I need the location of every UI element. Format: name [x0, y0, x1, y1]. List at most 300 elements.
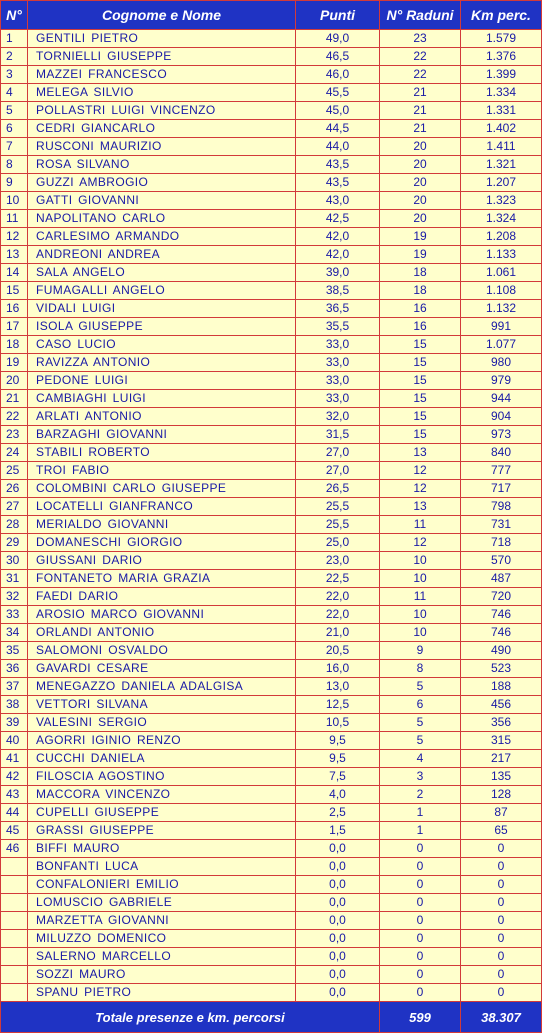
cell-name: ANDREONI ANDREA [28, 246, 296, 264]
table-row [1, 714, 542, 732]
cell-name: CARLESIMO ARMANDO [28, 228, 296, 246]
cell-rallies: 10 [380, 552, 461, 570]
cell-points: 0,0 [296, 894, 380, 912]
cell-rallies: 16 [380, 300, 461, 318]
cell-num [1, 984, 28, 1002]
cell-rallies: 15 [380, 390, 461, 408]
cell-num: 7 [1, 138, 28, 156]
cell-num [1, 876, 28, 894]
cell-name: BIFFI MAURO [28, 840, 296, 858]
cell-points: 1,5 [296, 822, 380, 840]
cell-rallies: 10 [380, 624, 461, 642]
cell-km: 356 [461, 714, 542, 732]
table-row [1, 516, 542, 534]
cell-num: 33 [1, 606, 28, 624]
cell-num: 14 [1, 264, 28, 282]
cell-rallies: 11 [380, 516, 461, 534]
cell-points: 9,5 [296, 750, 380, 768]
cell-km: 188 [461, 678, 542, 696]
cell-km: 315 [461, 732, 542, 750]
cell-km: 1.324 [461, 210, 542, 228]
cell-km: 128 [461, 786, 542, 804]
cell-points: 46,5 [296, 48, 380, 66]
cell-num: 6 [1, 120, 28, 138]
cell-num: 11 [1, 210, 28, 228]
header-rallies: N° Raduni [380, 1, 461, 30]
cell-km: 777 [461, 462, 542, 480]
cell-points: 4,0 [296, 786, 380, 804]
cell-name: SALERNO MARCELLO [28, 948, 296, 966]
cell-km: 1.061 [461, 264, 542, 282]
cell-km: 1.133 [461, 246, 542, 264]
table-row [1, 588, 542, 606]
table-row [1, 282, 542, 300]
cell-name: GRASSI GIUSEPPE [28, 822, 296, 840]
cell-name: RUSCONI MAURIZIO [28, 138, 296, 156]
cell-points: 38,5 [296, 282, 380, 300]
cell-km: 973 [461, 426, 542, 444]
cell-km: 1.399 [461, 66, 542, 84]
table-row [1, 696, 542, 714]
cell-name: FONTANETO MARIA GRAZIA [28, 570, 296, 588]
cell-rallies: 20 [380, 210, 461, 228]
table-row [1, 894, 542, 912]
cell-points: 0,0 [296, 966, 380, 984]
table-row [1, 30, 542, 48]
cell-num: 25 [1, 462, 28, 480]
cell-km: 0 [461, 930, 542, 948]
cell-num: 39 [1, 714, 28, 732]
table-row [1, 300, 542, 318]
table-row [1, 984, 542, 1002]
cell-num: 22 [1, 408, 28, 426]
table-row [1, 786, 542, 804]
table-row [1, 246, 542, 264]
cell-num: 21 [1, 390, 28, 408]
cell-points: 0,0 [296, 858, 380, 876]
cell-name: LOMUSCIO GABRIELE [28, 894, 296, 912]
cell-rallies: 0 [380, 912, 461, 930]
cell-km: 1.411 [461, 138, 542, 156]
cell-rallies: 15 [380, 354, 461, 372]
cell-km: 0 [461, 912, 542, 930]
table-row [1, 552, 542, 570]
table-row [1, 498, 542, 516]
cell-points: 0,0 [296, 930, 380, 948]
cell-num: 36 [1, 660, 28, 678]
cell-rallies: 1 [380, 804, 461, 822]
cell-num: 8 [1, 156, 28, 174]
cell-name: CONFALONIERI EMILIO [28, 876, 296, 894]
cell-rallies: 18 [380, 282, 461, 300]
table-row [1, 624, 542, 642]
table-row [1, 534, 542, 552]
table-row [1, 264, 542, 282]
cell-name: ISOLA GIUSEPPE [28, 318, 296, 336]
table-row [1, 48, 542, 66]
cell-num: 35 [1, 642, 28, 660]
table-row [1, 750, 542, 768]
cell-points: 44,0 [296, 138, 380, 156]
table-row [1, 174, 542, 192]
cell-name: MERIALDO GIOVANNI [28, 516, 296, 534]
cell-rallies: 6 [380, 696, 461, 714]
cell-num: 42 [1, 768, 28, 786]
cell-name: MACCORA VINCENZO [28, 786, 296, 804]
cell-name: NAPOLITANO CARLO [28, 210, 296, 228]
cell-points: 42,0 [296, 246, 380, 264]
cell-name: MELEGA SILVIO [28, 84, 296, 102]
cell-rallies: 9 [380, 642, 461, 660]
cell-num [1, 912, 28, 930]
table-row [1, 318, 542, 336]
cell-num: 19 [1, 354, 28, 372]
cell-km: 840 [461, 444, 542, 462]
cell-points: 42,5 [296, 210, 380, 228]
cell-points: 2,5 [296, 804, 380, 822]
table-row [1, 570, 542, 588]
cell-km: 87 [461, 804, 542, 822]
cell-points: 39,0 [296, 264, 380, 282]
cell-points: 27,0 [296, 444, 380, 462]
cell-points: 22,5 [296, 570, 380, 588]
cell-num [1, 930, 28, 948]
cell-name: SPANU PIETRO [28, 984, 296, 1002]
cell-points: 7,5 [296, 768, 380, 786]
cell-num: 3 [1, 66, 28, 84]
cell-rallies: 11 [380, 588, 461, 606]
cell-name: FILOSCIA AGOSTINO [28, 768, 296, 786]
table-row [1, 858, 542, 876]
cell-rallies: 0 [380, 840, 461, 858]
cell-num: 29 [1, 534, 28, 552]
cell-name: TORNIELLI GIUSEPPE [28, 48, 296, 66]
table-row [1, 444, 542, 462]
cell-points: 25,5 [296, 516, 380, 534]
cell-points: 42,0 [296, 228, 380, 246]
cell-name: VIDALI LUIGI [28, 300, 296, 318]
cell-points: 21,0 [296, 624, 380, 642]
cell-km: 0 [461, 984, 542, 1002]
table-row [1, 732, 542, 750]
cell-name: POLLASTRI LUIGI VINCENZO [28, 102, 296, 120]
cell-km: 720 [461, 588, 542, 606]
cell-name: MARZETTA GIOVANNI [28, 912, 296, 930]
cell-num: 46 [1, 840, 28, 858]
cell-num: 13 [1, 246, 28, 264]
cell-points: 31,5 [296, 426, 380, 444]
cell-km: 1.207 [461, 174, 542, 192]
cell-name: VALESINI SERGIO [28, 714, 296, 732]
cell-points: 25,0 [296, 534, 380, 552]
cell-num: 38 [1, 696, 28, 714]
cell-km: 490 [461, 642, 542, 660]
cell-rallies: 5 [380, 714, 461, 732]
cell-rallies: 15 [380, 372, 461, 390]
cell-num: 17 [1, 318, 28, 336]
cell-points: 16,0 [296, 660, 380, 678]
cell-num: 15 [1, 282, 28, 300]
cell-km: 746 [461, 624, 542, 642]
cell-points: 13,0 [296, 678, 380, 696]
cell-rallies: 19 [380, 246, 461, 264]
table-row [1, 210, 542, 228]
cell-rallies: 4 [380, 750, 461, 768]
cell-points: 10,5 [296, 714, 380, 732]
cell-name: GUZZI AMBROGIO [28, 174, 296, 192]
cell-km: 718 [461, 534, 542, 552]
cell-name: SOZZI MAURO [28, 966, 296, 984]
cell-km: 1.334 [461, 84, 542, 102]
cell-name: AROSIO MARCO GIOVANNI [28, 606, 296, 624]
cell-km: 1.331 [461, 102, 542, 120]
cell-num: 26 [1, 480, 28, 498]
table-row [1, 606, 542, 624]
table-row [1, 390, 542, 408]
header-points: Punti [296, 1, 380, 30]
cell-points: 22,0 [296, 606, 380, 624]
cell-points: 0,0 [296, 912, 380, 930]
cell-name: MENEGAZZO DANIELA ADALGISA [28, 678, 296, 696]
table-row [1, 480, 542, 498]
cell-rallies: 15 [380, 426, 461, 444]
cell-points: 36,5 [296, 300, 380, 318]
cell-name: COLOMBINI CARLO GIUSEPPE [28, 480, 296, 498]
cell-km: 980 [461, 354, 542, 372]
cell-name: STABILI ROBERTO [28, 444, 296, 462]
table-row [1, 678, 542, 696]
cell-points: 43,5 [296, 174, 380, 192]
cell-points: 43,0 [296, 192, 380, 210]
cell-num: 28 [1, 516, 28, 534]
cell-km: 217 [461, 750, 542, 768]
cell-name: FUMAGALLI ANGELO [28, 282, 296, 300]
cell-points: 33,0 [296, 354, 380, 372]
cell-points: 32,0 [296, 408, 380, 426]
cell-km: 1.579 [461, 30, 542, 48]
cell-rallies: 20 [380, 174, 461, 192]
cell-num [1, 948, 28, 966]
cell-points: 25,5 [296, 498, 380, 516]
cell-rallies: 20 [380, 156, 461, 174]
cell-name: VETTORI SILVANA [28, 696, 296, 714]
table-row [1, 804, 542, 822]
cell-num: 34 [1, 624, 28, 642]
cell-points: 0,0 [296, 876, 380, 894]
cell-points: 0,0 [296, 948, 380, 966]
cell-rallies: 20 [380, 138, 461, 156]
cell-name: PEDONE LUIGI [28, 372, 296, 390]
cell-km: 0 [461, 876, 542, 894]
cell-num: 37 [1, 678, 28, 696]
cell-points: 20,5 [296, 642, 380, 660]
cell-rallies: 19 [380, 228, 461, 246]
cell-km: 944 [461, 390, 542, 408]
cell-points: 26,5 [296, 480, 380, 498]
total-row [1, 1002, 542, 1033]
cell-name: AGORRI IGINIO RENZO [28, 732, 296, 750]
cell-num: 24 [1, 444, 28, 462]
table-row [1, 930, 542, 948]
total-km: 38.307 [461, 1002, 542, 1033]
cell-km: 0 [461, 858, 542, 876]
table-row [1, 156, 542, 174]
cell-rallies: 0 [380, 858, 461, 876]
cell-name: GAVARDI CESARE [28, 660, 296, 678]
cell-num [1, 858, 28, 876]
cell-points: 35,5 [296, 318, 380, 336]
cell-km: 523 [461, 660, 542, 678]
table-row [1, 228, 542, 246]
table-row [1, 102, 542, 120]
cell-km: 0 [461, 948, 542, 966]
cell-name: CUPELLI GIUSEPPE [28, 804, 296, 822]
cell-rallies: 12 [380, 534, 461, 552]
cell-name: GENTILI PIETRO [28, 30, 296, 48]
cell-rallies: 0 [380, 930, 461, 948]
cell-rallies: 21 [380, 84, 461, 102]
table-row [1, 768, 542, 786]
cell-num: 23 [1, 426, 28, 444]
header-num: N° [1, 1, 28, 30]
cell-rallies: 22 [380, 66, 461, 84]
table-footer [1, 1002, 542, 1033]
cell-num: 27 [1, 498, 28, 516]
cell-num: 40 [1, 732, 28, 750]
table-row [1, 462, 542, 480]
cell-num: 5 [1, 102, 28, 120]
cell-km: 979 [461, 372, 542, 390]
cell-points: 46,0 [296, 66, 380, 84]
table-row [1, 912, 542, 930]
cell-rallies: 18 [380, 264, 461, 282]
cell-km: 135 [461, 768, 542, 786]
table-row [1, 822, 542, 840]
cell-km: 1.132 [461, 300, 542, 318]
table-row [1, 192, 542, 210]
cell-rallies: 0 [380, 894, 461, 912]
cell-num: 44 [1, 804, 28, 822]
cell-num: 16 [1, 300, 28, 318]
cell-num: 43 [1, 786, 28, 804]
table-row [1, 84, 542, 102]
cell-km: 746 [461, 606, 542, 624]
cell-num: 30 [1, 552, 28, 570]
cell-name: GATTI GIOVANNI [28, 192, 296, 210]
cell-km: 1.208 [461, 228, 542, 246]
cell-rallies: 0 [380, 876, 461, 894]
cell-km: 0 [461, 966, 542, 984]
table-row [1, 840, 542, 858]
cell-name: ROSA SILVANO [28, 156, 296, 174]
header-km: Km perc. [461, 1, 542, 30]
header-name: Cognome e Nome [28, 1, 296, 30]
table-row [1, 66, 542, 84]
cell-rallies: 10 [380, 570, 461, 588]
cell-name: FAEDI DARIO [28, 588, 296, 606]
cell-num: 18 [1, 336, 28, 354]
cell-km: 1.077 [461, 336, 542, 354]
cell-points: 0,0 [296, 840, 380, 858]
cell-rallies: 12 [380, 480, 461, 498]
cell-rallies: 5 [380, 732, 461, 750]
cell-name: CAMBIAGHI LUIGI [28, 390, 296, 408]
cell-num: 45 [1, 822, 28, 840]
cell-num: 12 [1, 228, 28, 246]
cell-km: 0 [461, 894, 542, 912]
cell-km: 798 [461, 498, 542, 516]
total-label: Totale presenze e km. percorsi [1, 1002, 380, 1033]
cell-name: BONFANTI LUCA [28, 858, 296, 876]
cell-points: 23,0 [296, 552, 380, 570]
cell-num: 32 [1, 588, 28, 606]
cell-rallies: 15 [380, 408, 461, 426]
cell-points: 45,0 [296, 102, 380, 120]
cell-rallies: 13 [380, 444, 461, 462]
cell-rallies: 10 [380, 606, 461, 624]
cell-rallies: 13 [380, 498, 461, 516]
cell-points: 43,5 [296, 156, 380, 174]
table-body [1, 30, 542, 1002]
cell-points: 0,0 [296, 984, 380, 1002]
cell-name: SALOMONI OSVALDO [28, 642, 296, 660]
cell-rallies: 15 [380, 336, 461, 354]
cell-points: 9,5 [296, 732, 380, 750]
cell-num: 1 [1, 30, 28, 48]
header-row [1, 1, 542, 30]
cell-points: 44,5 [296, 120, 380, 138]
cell-points: 49,0 [296, 30, 380, 48]
cell-rallies: 21 [380, 120, 461, 138]
cell-name: DOMANESCHI GIORGIO [28, 534, 296, 552]
cell-rallies: 22 [380, 48, 461, 66]
table-row [1, 426, 542, 444]
cell-name: LOCATELLI GIANFRANCO [28, 498, 296, 516]
cell-km: 570 [461, 552, 542, 570]
cell-points: 22,0 [296, 588, 380, 606]
cell-rallies: 0 [380, 948, 461, 966]
cell-num: 9 [1, 174, 28, 192]
cell-rallies: 12 [380, 462, 461, 480]
cell-num: 41 [1, 750, 28, 768]
cell-num: 31 [1, 570, 28, 588]
table-row [1, 138, 542, 156]
cell-points: 33,0 [296, 390, 380, 408]
cell-rallies: 5 [380, 678, 461, 696]
cell-rallies: 1 [380, 822, 461, 840]
cell-rallies: 2 [380, 786, 461, 804]
cell-points: 12,5 [296, 696, 380, 714]
table-row [1, 948, 542, 966]
total-rallies: 599 [380, 1002, 461, 1033]
cell-name: ORLANDI ANTONIO [28, 624, 296, 642]
cell-rallies: 16 [380, 318, 461, 336]
cell-km: 717 [461, 480, 542, 498]
cell-rallies: 3 [380, 768, 461, 786]
cell-rallies: 8 [380, 660, 461, 678]
cell-km: 65 [461, 822, 542, 840]
cell-name: CASO LUCIO [28, 336, 296, 354]
cell-km: 1.108 [461, 282, 542, 300]
table-row [1, 120, 542, 138]
table-row [1, 354, 542, 372]
cell-name: RAVIZZA ANTONIO [28, 354, 296, 372]
cell-rallies: 21 [380, 102, 461, 120]
table-header [1, 1, 542, 30]
cell-name: BARZAGHI GIOVANNI [28, 426, 296, 444]
cell-km: 0 [461, 840, 542, 858]
table-row [1, 408, 542, 426]
